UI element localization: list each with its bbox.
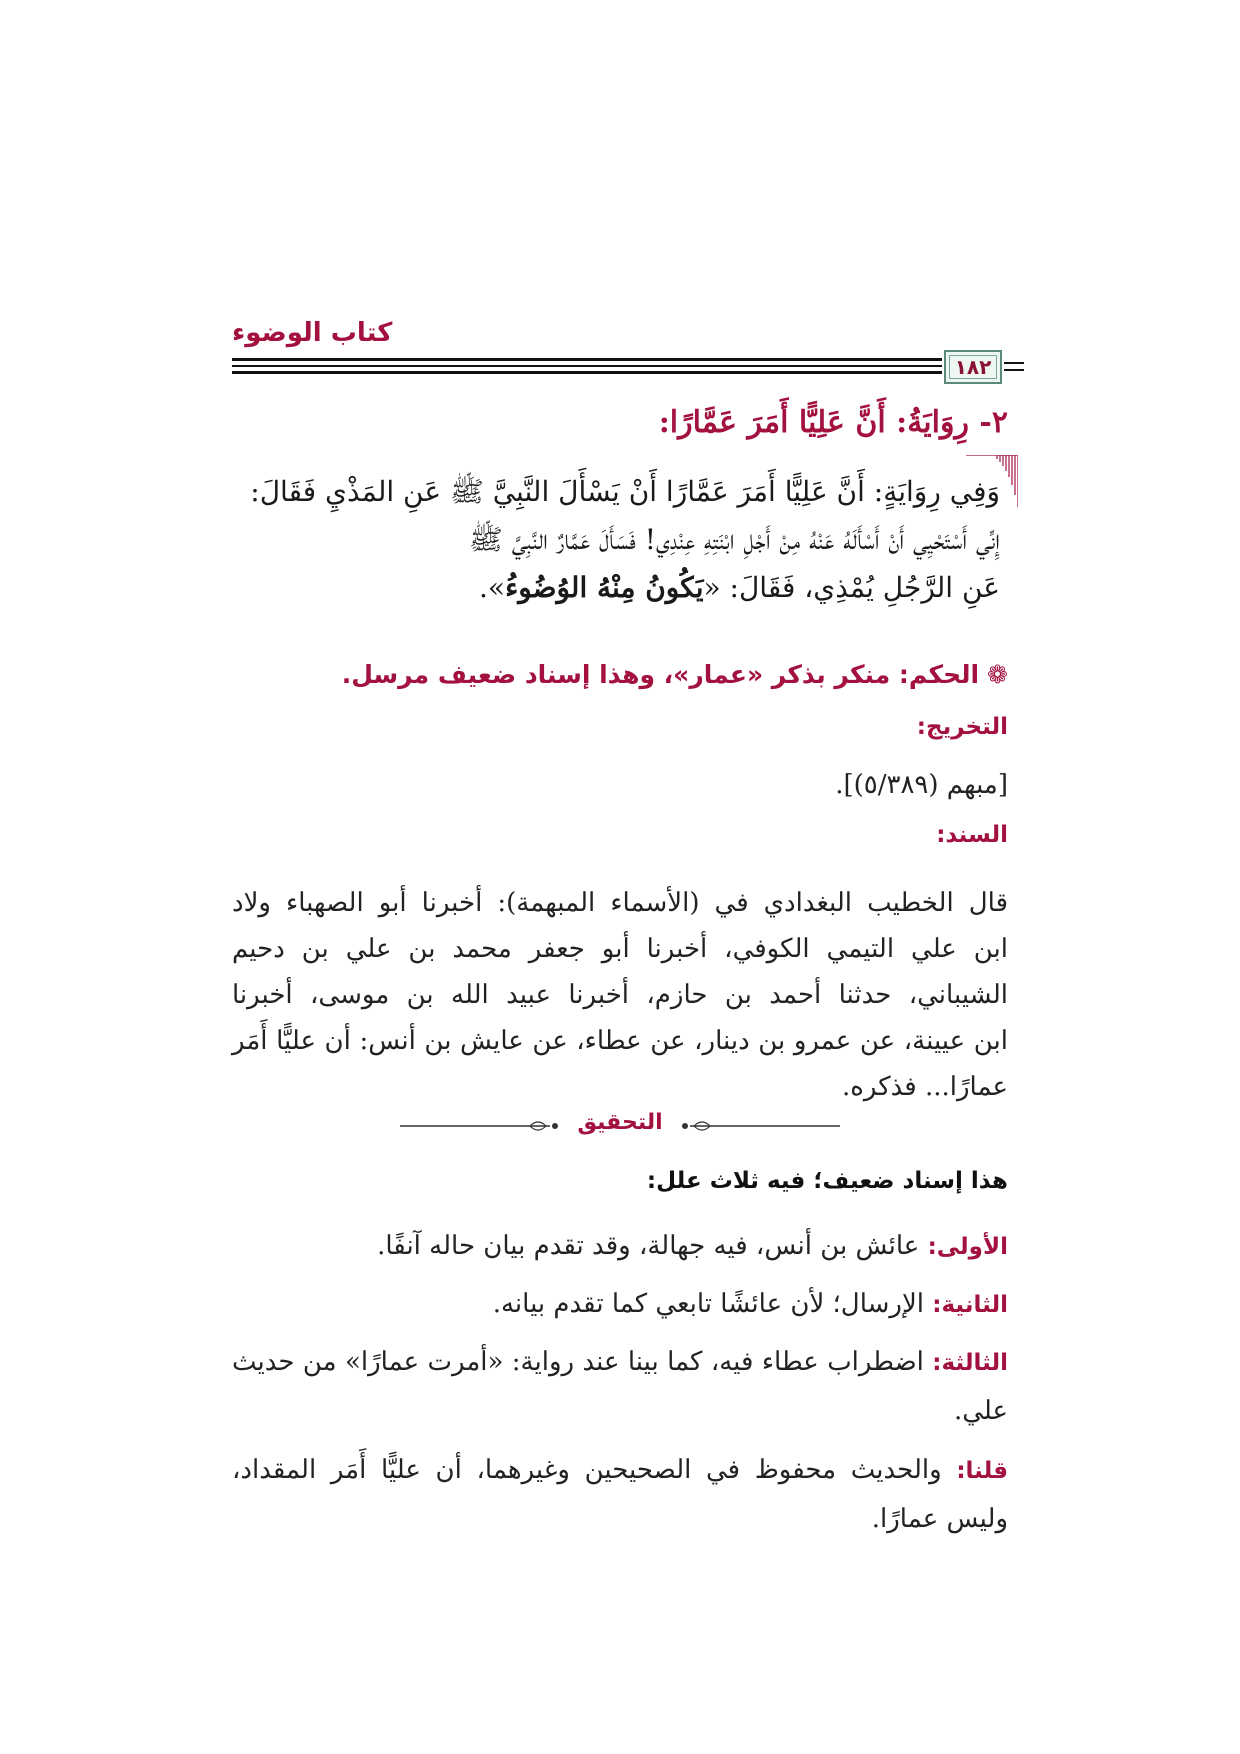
tahqiq-label: التحقيق: [577, 1110, 663, 1135]
tahqiq-divider: [380, 1110, 860, 1140]
header-rule-right-bottom: [1004, 369, 1024, 371]
sanad-label: السند:: [936, 822, 1008, 848]
flower-ornament-icon: ❁: [987, 660, 1008, 689]
defect-text: اضطراب عطاء فيه، كما بينا عند رواية: «أمرت عمارًا» من حديث: [232, 1347, 924, 1377]
defect-text: الإرسال؛ لأن عائشًا تابعي كما تقدم بيانه.: [492, 1289, 925, 1319]
ruling-text: منكر بذكر «عمار»، وهذا إسناد ضعيف مرسل.: [341, 660, 891, 689]
ruling: [208, 660, 1008, 689]
defect-first: [232, 1222, 1008, 1271]
defect-label: الأولى:: [927, 1234, 1008, 1260]
hadith-line: [210, 564, 1000, 612]
hadith-line: إِنِّي أَسْتَحْيِي أَنْ أَسْأَلَهُ عَنْهُ مِنْ أَجْلِ ابْنَتِهِ عِنْدِي! فَسَأَلَ عَمَّارٌ النَّبِيَّ ﷺ: [468, 523, 1000, 556]
sanad-line: الشيباني، حدثنا أحمد بن حازم، أخبرنا عبيد الله بن موسى، أخبرنا: [232, 980, 1008, 1010]
sanad-line: ابن عيينة، عن عمرو بن دينار، عن عطاء، عن عايش بن أنس: أن عليًّا أَمَر: [232, 1026, 1008, 1056]
hadith-text: [210, 468, 1000, 612]
ruling-label: الحكم:: [898, 660, 980, 689]
section-title: رِوَايَةُ: أَنَّ عَلِيًّا أَمَرَ عَمَّارًا:: [658, 405, 969, 440]
defect-second: [232, 1280, 1008, 1329]
conclusion-text: والحديث محفوظ في الصحيحين وغيرهما، أن عليًّا أَمَر المقداد،: [232, 1455, 942, 1485]
conclusion-text-continued: وليس عمارًا.: [871, 1504, 1008, 1534]
hadith-line: وَفِي رِوَايَةٍ: أَنَّ عَلِيًّا أَمَرَ عَمَّارًا أَنْ يَسْأَلَ النَّبِيَّ ﷺ عَنِ المَذْيِ فَقَالَ:: [250, 475, 1000, 508]
sanad-paragraph: [232, 880, 1008, 1110]
sanad-line: قال الخطيب البغدادي في (الأسماء المبهمة): أخبرنا أبو الصهباء ولاد: [232, 888, 1008, 918]
takhrij-label: التخريج:: [916, 714, 1008, 740]
defect-label: الثالثة:: [932, 1350, 1009, 1376]
book-title: كتاب الوضوء: [232, 318, 393, 348]
header-rule-bottom: [232, 371, 942, 374]
header-rule-mid: [232, 365, 942, 367]
hadith-quote: يَكُونُ مِنْهُ الوُضُوءُ: [505, 571, 704, 604]
hadith-line-part: عَنِ الرَّجُلِ يُمْذِي، فَقَالَ: «: [703, 571, 1000, 604]
sanad-line: ابن علي التيمي الكوفي، أخبرنا أبو جعفر محمد بن علي بن دحيم: [232, 934, 1008, 964]
section-number: ٢-: [979, 405, 1008, 440]
hadith-line-part: ».: [479, 571, 506, 604]
defect-text: عائش بن أنس، فيه جهالة، وقد تقدم بيان حاله آنفًا.: [377, 1231, 920, 1261]
takhrij-item: [مبهم (٥/٣٨٩)].: [835, 770, 1008, 800]
tahqiq-intro: هذا إسناد ضعيف؛ فيه ثلاث علل:: [646, 1168, 1008, 1194]
defect-label: الثانية:: [932, 1292, 1008, 1318]
header-rule-right-top: [1004, 362, 1024, 364]
section-heading: [308, 405, 1008, 440]
sanad-line: عمارًا... فذكره.: [842, 1072, 1008, 1102]
defect-third: [232, 1338, 1008, 1435]
page-number: ١٨٢: [954, 355, 992, 379]
page-number-frame: [944, 350, 1002, 384]
conclusion: [232, 1446, 1008, 1543]
header-rule-top: [232, 358, 942, 361]
defect-text-continued: علي.: [953, 1396, 1008, 1426]
conclusion-label: قلنا:: [956, 1458, 1009, 1484]
